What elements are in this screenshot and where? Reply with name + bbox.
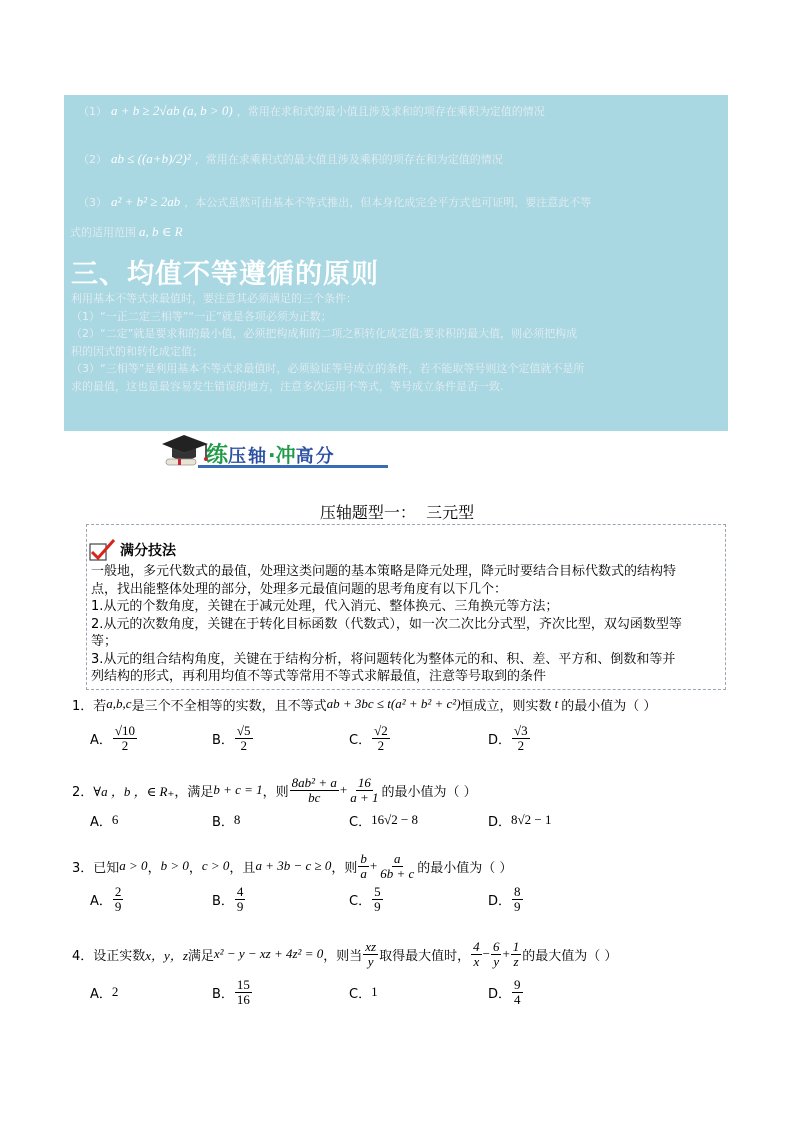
q4-option-d[interactable]: D． $\frac{9}{4}$: [488, 976, 521, 1007]
q2-option-b[interactable]: B． 8: [212, 812, 241, 830]
principle-line: （3）“三相等”是利用基本不等式求最值时，必须验证等号成立的条件，若不能取等号则这个定值就不是所: [71, 362, 585, 376]
formula-am-gm: a + b ≥ 2√ab (a, b > 0): [111, 103, 233, 118]
q3-option-c[interactable]: C． $\frac{5}{9}$: [349, 883, 381, 914]
box-item-1: （1） a + b ≥ 2√ab (a, b > 0) ，常用在求和式的最小值且涉及求和的项存在乘积为定值的情况: [78, 103, 545, 118]
banner-text: 练压轴·冲高分: [206, 443, 336, 468]
q4-option-b[interactable]: B． $\frac{15}{16}$: [212, 976, 250, 1007]
tip-line: 等；: [91, 634, 118, 649]
banner: [160, 432, 390, 472]
box-item-2: （2） ab ≤ ((a+b)/2)² ，常用在求乘积式的最大值且涉及乘积的项存在和为定值的情况: [78, 151, 503, 166]
q1-option-c[interactable]: C． $\frac{√2}{2}$: [349, 722, 388, 753]
q2-option-a[interactable]: A． 6: [90, 812, 119, 830]
tips-body: [91, 563, 725, 686]
formula-square-sum: a² + b² ≥ 2ab: [111, 194, 181, 209]
box-item-3: （3） a² + b² ≥ 2ab ，本公式虽然可由基本不等式推出，但本身化成完全平方式也可证明，要注意此不等: [78, 194, 592, 209]
question-1: 1．若 a,b,c 是三个不全相等的实数，且不等式 ab + 3bc ≤ t(a² + b² + c²) 恒成立，则实数 t 的最小值为（ ）: [72, 696, 657, 714]
principle-line: （1）“一正二定三相等”“一正”就是各项必须为正数；: [71, 309, 332, 323]
principle-line: 求的最值，这也是最容易发生错误的地方，注意多次运用不等式，等号成立条件是否一致.: [71, 379, 504, 393]
tip-line: 1.从元的个数角度，关键在于减元处理，代入消元、整体换元、三角换元等方法；: [91, 599, 559, 614]
tip-line: 列结构的形式，再利用均值不等式等常用不等式求解最值，注意等号取到的条件: [91, 669, 547, 684]
q1-option-b[interactable]: B． $\frac{√5}{2}$: [212, 722, 251, 753]
q1-option-a[interactable]: A． $\frac{√10}{2}$: [90, 722, 136, 753]
tip-line: 2.从元的次数角度，关键在于转化目标函数（代数式），如一次二次比分式型，齐次比型，双勾函数型等: [91, 616, 682, 632]
box-principles: [71, 290, 725, 396]
q4-option-a[interactable]: A． 2: [90, 984, 119, 1002]
tip-line: 点，找出能整体处理的部分，处理多元最值问题的思考角度有以下几个：: [91, 581, 508, 597]
question-2: 2． ∀a ，b ，∈ R₊ ，满足 b + c = 1 ，则 $\frac{\text{8ab² + a}}{bc}$ + $\frac{16}{a + 1}$ 的最小值为（ ）: [72, 774, 477, 805]
principle-line: 利用基本不等式求最值时，要注意其必须满足的三个条件：: [71, 292, 357, 305]
q3-option-d[interactable]: D． $\frac{8}{9}$: [488, 883, 521, 914]
question-3: 3．已知 a > 0 ， b > 0 ， c > 0 ，且 a + 3b − c ≥ 0 ，则 $\frac{b}{a}$ + $\frac{a}{6b + c}$ 的最小值为（ ）: [72, 850, 513, 881]
principle-line: 积的因式的和转化成定值；: [71, 344, 203, 358]
formula-product-bound: ab ≤ ((a+b)/2)²: [111, 151, 191, 166]
q4-option-c[interactable]: C． 1: [349, 984, 378, 1002]
principle-line: （2）“二定”就是要求和的最小值，必须把构成和的二项之积转化成定值;要求积的最大值，则必须把构成: [71, 327, 578, 341]
q2-option-c[interactable]: C． 16√2 − 8: [349, 812, 419, 830]
q2-option-d[interactable]: D． 8√2 − 1: [488, 812, 552, 830]
q3-option-a[interactable]: A． $\frac{2}{9}$: [90, 883, 122, 914]
question-4: 4．设正实数 x，y，z 满足 x² − y − xz + 4z² = 0 ，则当 $\frac{xz}{y}$ 取得最大值时， $\frac{4}{x}$ − $\frac{6}{y}$ + $\frac{1}{z}$ 的最大值为（ ）: [72, 938, 618, 969]
box-item-3-cont: 式的适用范围 a, b ∈ R: [70, 224, 183, 239]
box-heading: 三、均值不等遵循的原则: [71, 259, 379, 290]
tip-line: 3.从元的组合结构角度，关键在于结构分析，将问题转化为整体元的和、积、差、平方和、倒数和等并: [91, 651, 676, 667]
checkmark-icon: [88, 538, 116, 562]
tips-title: 满分技法: [120, 543, 176, 559]
section-title: 压轴题型一： 三元型: [319, 503, 475, 522]
q1-option-d[interactable]: D． $\frac{√3}{2}$: [488, 722, 528, 753]
q3-option-b[interactable]: B． $\frac{4}{9}$: [212, 883, 244, 914]
tip-line: 一般地，多元代数式的最值，处理这类问题的基本策略是降元处理，降元时要结合目标代数式的结构特: [91, 564, 677, 579]
